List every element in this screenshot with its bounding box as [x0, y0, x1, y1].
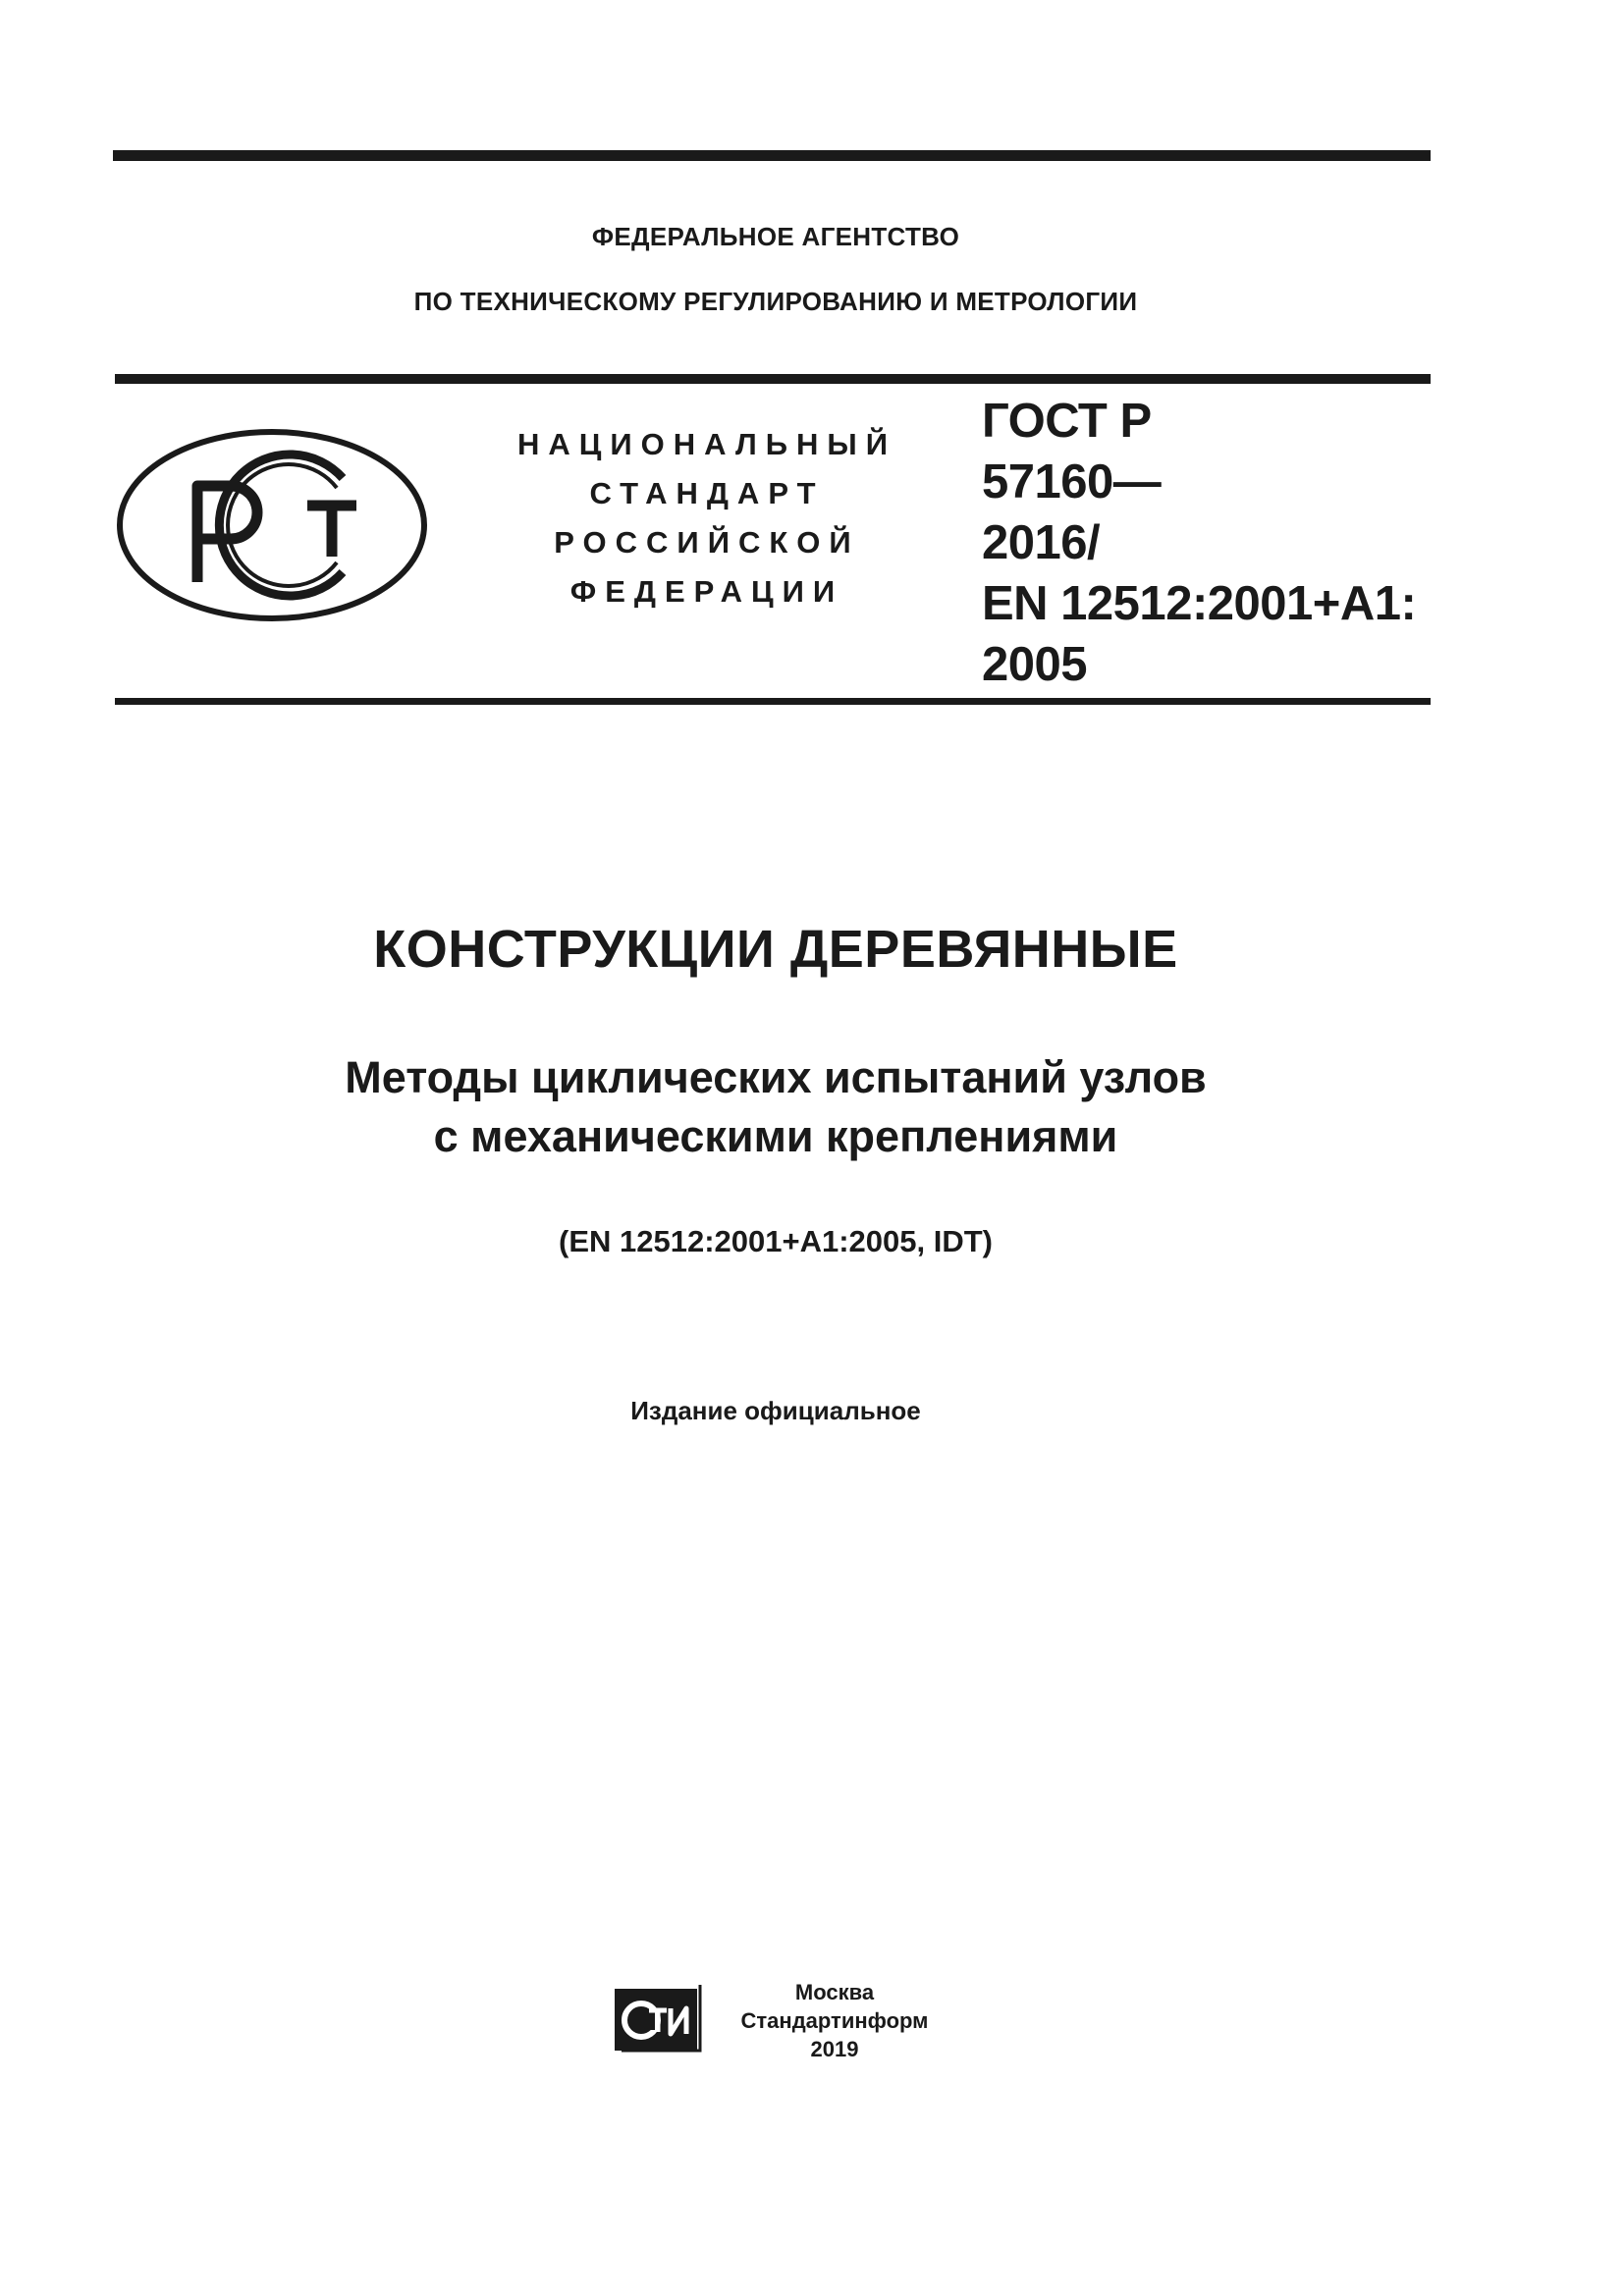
national-standard-label: [491, 420, 923, 616]
subtitle-line: Методы циклических испытаний узлов: [345, 1052, 1207, 1102]
standartinform-logo-icon: [612, 1981, 706, 2054]
agency-line-2: ПО ТЕХНИЧЕСКОМУ РЕГУЛИРОВАНИЮ И МЕТРОЛОГИИ: [413, 287, 1138, 316]
agency-line-1: ФЕДЕРАЛЬНОЕ АГЕНТСТВО: [591, 222, 960, 251]
designation-line: 57160—: [982, 455, 1162, 508]
standard-block-bottom-rule: [115, 698, 1431, 705]
document-title: КОНСТРУКЦИИ ДЕРЕВЯННЫЕ: [373, 920, 1178, 979]
rst-gost-r-logo-icon: [115, 427, 429, 623]
designation-line: 2005: [982, 638, 1088, 691]
en-reference: (EN 12512:2001+А1:2005, IDT): [559, 1224, 993, 1258]
standard-designation: [982, 391, 1453, 695]
national-line: НАЦИОНАЛЬНЫЙ: [516, 427, 897, 461]
publisher-name: Стандартинформ: [740, 2008, 929, 2033]
designation-line: 2016/: [982, 516, 1101, 569]
top-rule: [113, 150, 1431, 161]
national-line: СТАНДАРТ: [589, 476, 825, 510]
subtitle-line: с механическими креплениями: [433, 1111, 1118, 1161]
standard-block-top-rule: [115, 374, 1431, 384]
publisher-year: 2019: [810, 2037, 859, 2061]
publisher-block: [717, 1978, 952, 2063]
national-line: РОССИЙСКОЙ: [554, 525, 860, 560]
publisher-city: Москва: [794, 1980, 875, 2004]
national-line: ФЕДЕРАЦИИ: [569, 574, 844, 609]
designation-line: EN 12512:2001+А1:: [982, 577, 1417, 630]
edition-label: Издание официальное: [630, 1396, 921, 1425]
designation-line: ГОСТ Р: [982, 395, 1152, 448]
document-subtitle: [0, 1048, 1551, 1166]
